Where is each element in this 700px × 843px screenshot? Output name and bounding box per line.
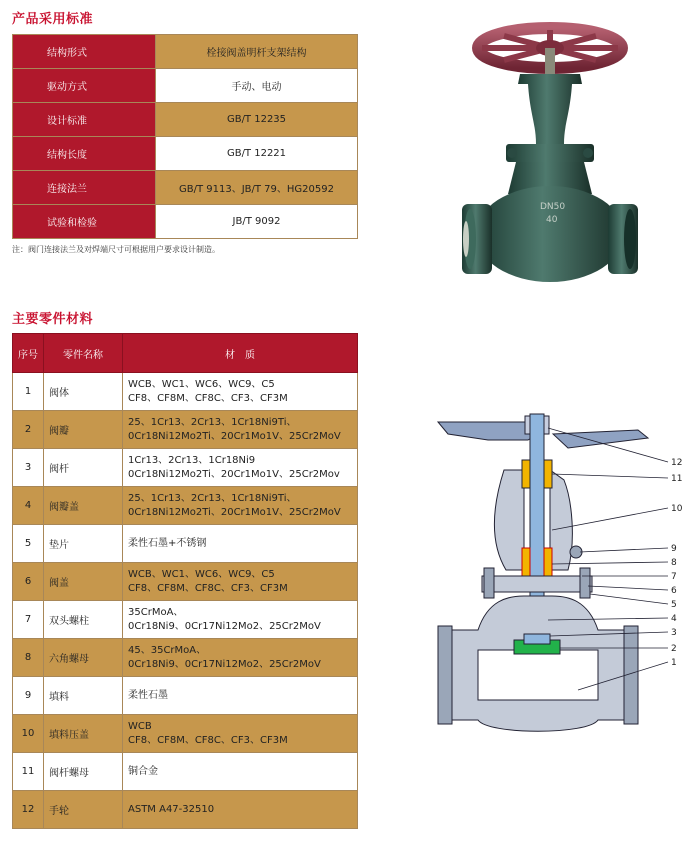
standards-note: 注：阀门连接法兰及对焊端尺寸可根据用户要求设计制造。	[12, 245, 220, 254]
standards-table	[12, 34, 358, 239]
material-line: 25、1Cr13、2Cr13、1Cr18Ni9Ti、	[128, 416, 297, 428]
material-line: 35CrMoA、	[128, 606, 184, 618]
part-number: 1	[13, 373, 44, 411]
standards-key: 驱动方式	[13, 69, 156, 103]
part-name: 阀盖	[44, 563, 123, 601]
part-name: 阀瓣盖	[44, 487, 123, 525]
callout-label: 5	[671, 600, 677, 610]
standards-value: JB/T 9092	[156, 205, 358, 239]
callout-label: 12	[671, 458, 683, 468]
part-name: 阀体	[44, 373, 123, 411]
material-line: CF8、CF8M、CF8C、CF3、CF3M	[128, 734, 288, 746]
standards-key: 设计标准	[13, 103, 156, 137]
standards-row	[13, 69, 358, 103]
diagram-handwheel-right	[553, 430, 648, 448]
part-number: 8	[13, 639, 44, 677]
parts-row	[13, 525, 358, 563]
parts-row	[13, 563, 358, 601]
part-material	[123, 487, 358, 525]
part-name: 双头螺柱	[44, 601, 123, 639]
part-name: 阀杆螺母	[44, 753, 123, 791]
parts-row	[13, 449, 358, 487]
part-number: 4	[13, 487, 44, 525]
body-mark-dn: DN50	[540, 202, 566, 212]
header-name: 零件名称	[44, 334, 123, 373]
parts-row	[13, 791, 358, 829]
material-line: CF8、CF8M、CF8C、CF3、CF3M	[128, 582, 288, 594]
standards-key: 结构长度	[13, 137, 156, 171]
standards-value: GB/T 9113、JB/T 79、HG20592	[156, 171, 358, 205]
part-name: 阀瓣	[44, 411, 123, 449]
part-material	[123, 373, 358, 411]
material-line: 0Cr18Ni12Mo2Ti、20Cr1Mo1V、25Cr2MoV	[128, 430, 341, 442]
standards-key: 结构形式	[13, 35, 156, 69]
callout-label: 9	[671, 544, 677, 554]
callout-label: 6	[671, 586, 677, 596]
callout-label: 8	[671, 558, 677, 568]
standards-value: GB/T 12235	[156, 103, 358, 137]
part-material	[123, 525, 358, 563]
material-line: 柔性石墨	[128, 689, 168, 701]
part-number: 2	[13, 411, 44, 449]
callout-label: 1	[671, 658, 677, 668]
material-line: WCB、WC1、WC6、WC9、C5	[128, 568, 275, 580]
part-number: 12	[13, 791, 44, 829]
material-line: 柔性石墨+不锈钢	[128, 537, 207, 549]
part-name: 填料	[44, 677, 123, 715]
callout-label: 2	[671, 644, 677, 654]
material-line: ASTM A47-32510	[128, 803, 215, 815]
parts-row	[13, 753, 358, 791]
material-line: 0Cr18Ni9、0Cr17Ni12Mo2、25Cr2MoV	[128, 620, 321, 632]
material-line: CF8、CF8M、CF8C、CF3、CF3M	[128, 392, 288, 404]
part-material	[123, 791, 358, 829]
material-line: 45、35CrMoA、	[128, 644, 207, 656]
standards-row	[13, 205, 358, 239]
part-material	[123, 639, 358, 677]
standards-title: 产品采用标准	[12, 12, 94, 27]
header-no: 序号	[13, 334, 44, 373]
parts-row	[13, 601, 358, 639]
callout-label: 3	[671, 628, 677, 638]
callout-label: 10	[671, 504, 683, 514]
part-material	[123, 715, 358, 753]
valve-cross-section-diagram	[428, 400, 694, 750]
valve-body	[476, 186, 624, 282]
part-name: 填料压盖	[44, 715, 123, 753]
part-name: 手轮	[44, 791, 123, 829]
parts-row	[13, 677, 358, 715]
part-number: 9	[13, 677, 44, 715]
material-line: 1Cr13、2Cr13、1Cr18Ni9	[128, 454, 256, 466]
material-line: WCB	[128, 720, 152, 732]
material-line: 0Cr18Ni12Mo2Ti、20Cr1Mo1V、25Cr2Mov	[128, 468, 340, 480]
valve-bonnet-flange	[506, 144, 594, 162]
part-material	[123, 563, 358, 601]
parts-row	[13, 487, 358, 525]
header-material: 材 质	[123, 334, 358, 373]
part-number: 5	[13, 525, 44, 563]
valve-photo	[432, 4, 690, 304]
valve-yoke	[518, 74, 582, 144]
standards-row	[13, 103, 358, 137]
material-line: 铜合金	[128, 765, 158, 777]
part-number: 6	[13, 563, 44, 601]
part-name: 垫片	[44, 525, 123, 563]
material-line: 0Cr18Ni9、0Cr17Ni12Mo2、25Cr2MoV	[128, 658, 321, 670]
part-material	[123, 411, 358, 449]
parts-row	[13, 411, 358, 449]
part-material	[123, 449, 358, 487]
callout-label: 4	[671, 614, 677, 624]
part-number: 7	[13, 601, 44, 639]
callout-label: 7	[671, 572, 677, 582]
standards-value: GB/T 12221	[156, 137, 358, 171]
material-line: 0Cr18Ni12Mo2Ti、20Cr1Mo1V、25Cr2MoV	[128, 506, 341, 518]
parts-row	[13, 639, 358, 677]
part-material	[123, 753, 358, 791]
parts-title: 主要零件材料	[12, 312, 94, 327]
standards-key: 连接法兰	[13, 171, 156, 205]
body-mark-pn: 40	[546, 215, 558, 225]
standards-key: 试验和检验	[13, 205, 156, 239]
material-line: WCB、WC1、WC6、WC9、C5	[128, 378, 275, 390]
standards-value: 手动、电动	[156, 69, 358, 103]
part-number: 10	[13, 715, 44, 753]
standards-row	[13, 137, 358, 171]
part-name: 阀杆	[44, 449, 123, 487]
diagram-handwheel-left	[438, 422, 538, 440]
part-name: 六角螺母	[44, 639, 123, 677]
diagram-bonnet-flange	[482, 576, 592, 592]
part-material	[123, 677, 358, 715]
standards-value: 栓接阀盖明杆支架结构	[156, 35, 358, 69]
standards-row	[13, 35, 358, 69]
callout-label: 11	[671, 474, 683, 484]
part-material	[123, 601, 358, 639]
parts-table	[12, 333, 358, 829]
part-number: 3	[13, 449, 44, 487]
parts-row	[13, 715, 358, 753]
part-number: 11	[13, 753, 44, 791]
parts-row	[13, 373, 358, 411]
standards-row	[13, 171, 358, 205]
material-line: 25、1Cr13、2Cr13、1Cr18Ni9Ti、	[128, 492, 297, 504]
